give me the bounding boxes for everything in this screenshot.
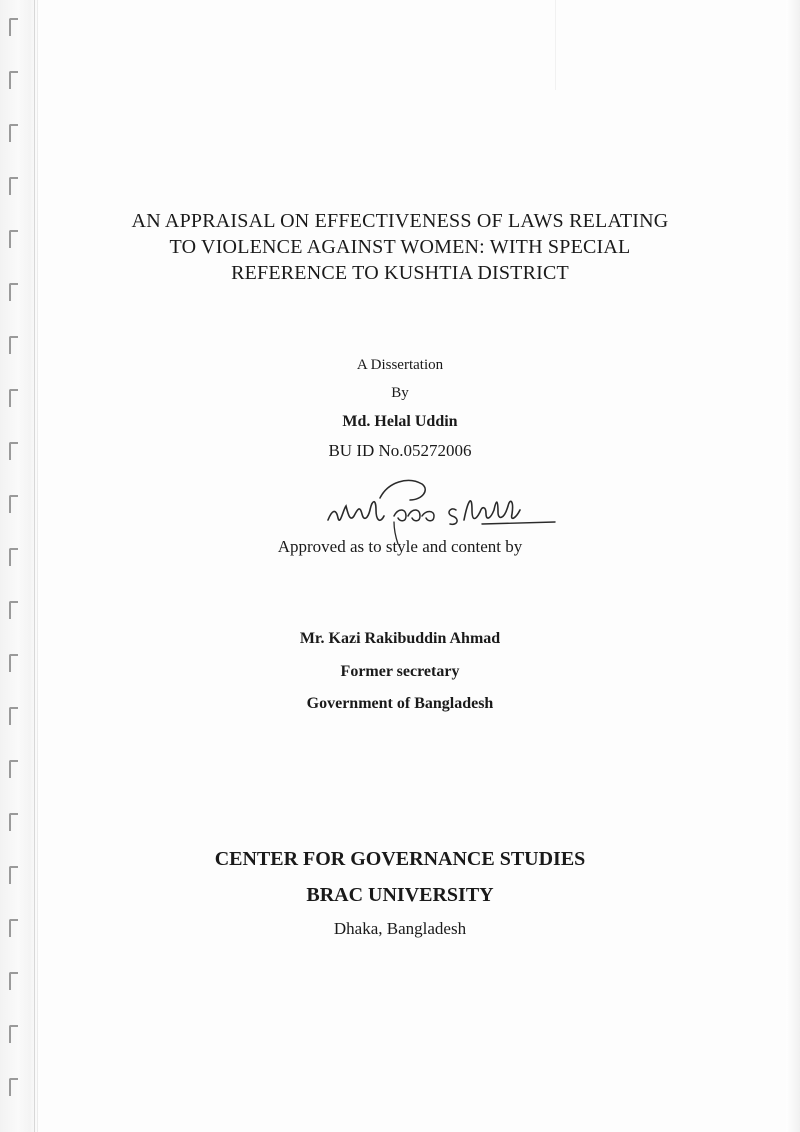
dissertation-label: A Dissertation: [356, 357, 444, 373]
binding-ring: [9, 177, 18, 195]
scan-artifact-line: [555, 0, 556, 90]
author-id: BU ID No.05272006: [328, 441, 472, 460]
binding-ring: [9, 495, 18, 513]
binding-ring: [9, 919, 18, 937]
by-label: By: [391, 385, 409, 401]
title-line: AN APPRAISAL ON EFFECTIVENESS OF LAWS RELATING: [131, 210, 669, 232]
supervisor-name: Mr. Kazi Rakibuddin Ahmad: [299, 630, 501, 647]
binding-ring: [9, 813, 18, 831]
handwritten-signature: [310, 470, 560, 545]
institution-center: CENTER FOR GOVERNANCE STUDIES: [214, 848, 586, 870]
author-name: Md. Helal Uddin: [342, 413, 458, 430]
binding-ring: [9, 336, 18, 354]
binding-ring: [9, 71, 18, 89]
binding-ring: [9, 548, 18, 566]
supervisor-organization: Government of Bangladesh: [306, 695, 494, 712]
approval-statement: Approved as to style and content by: [277, 537, 523, 556]
binding-ring: [9, 442, 18, 460]
binding-ring: [9, 760, 18, 778]
binding-ring: [9, 654, 18, 672]
institution-university: BRAC UNIVERSITY: [306, 884, 494, 906]
binding-ring: [9, 283, 18, 301]
binding-ring: [9, 972, 18, 990]
binding-ring: [9, 389, 18, 407]
supervisor-role: Former secretary: [340, 663, 460, 680]
binding-edge-inner: [37, 0, 38, 1132]
binding-ring: [9, 601, 18, 619]
page-edge-shadow: [786, 0, 800, 1132]
binding-ring: [9, 230, 18, 248]
binding-ring: [9, 1025, 18, 1043]
binding-ring: [9, 124, 18, 142]
binding-ring: [9, 18, 18, 36]
title-line: REFERENCE TO KUSHTIA DISTRICT: [231, 262, 569, 284]
binding-edge: [34, 0, 35, 1132]
binding-ring: [9, 1078, 18, 1096]
dissertation-title: [40, 208, 760, 286]
title-line: TO VIOLENCE AGAINST WOMEN: WITH SPECIAL: [169, 236, 631, 258]
binding-ring: [9, 866, 18, 884]
institution-location: Dhaka, Bangladesh: [333, 919, 467, 938]
binding-ring: [9, 707, 18, 725]
